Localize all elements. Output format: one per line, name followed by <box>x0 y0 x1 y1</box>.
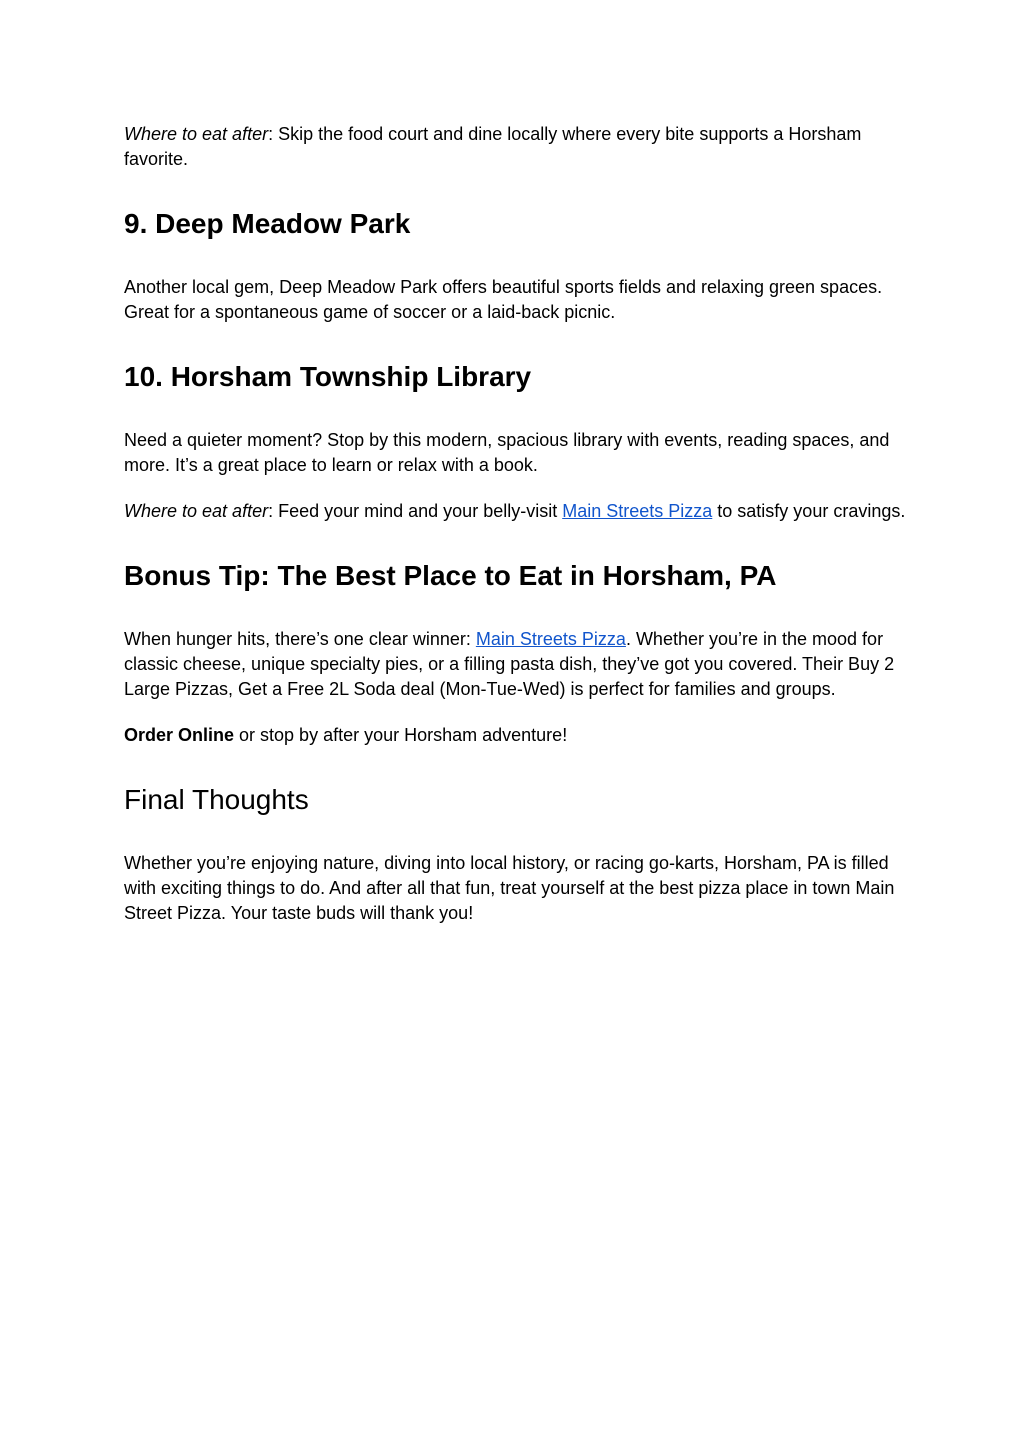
intro-eat-label: Where to eat after <box>124 124 269 144</box>
document-page <box>124 122 909 926</box>
order-rest-text: or stop by after your Horsham adventure! <box>234 725 568 745</box>
main-streets-pizza-link[interactable]: Main Streets Pizza <box>562 501 713 521</box>
library-paragraph: Need a quieter moment? Stop by this modern, spacious library with events, reading spaces, and more. It’s a great place to learn or relax with a book. <box>124 430 890 475</box>
intro-eat-text: : Skip the food court and dine locally where every bite supports a Horsham favorite. <box>124 124 862 169</box>
order-paragraph <box>124 723 909 748</box>
library-eat-paragraph <box>124 499 909 524</box>
bonus-paragraph <box>124 627 909 702</box>
heading-horsham-library: 10. Horsham Township Library <box>124 361 532 392</box>
intro-paragraph <box>124 122 909 172</box>
deep-meadow-paragraph: Another local gem, Deep Meadow Park offers beautiful sports fields and relaxing green spaces. Great for a spontaneous game of soccer or a laid-back picnic. <box>124 277 883 322</box>
bonus-text-end: . Whether you’re in the mood for classic cheese, unique specialty pies, or a filling pasta dish, they’ve got you covered. Their Buy 2 Large Pizzas, Get a Free 2L Soda deal (Mon-Tue-Wed) is perfect for families and groups. <box>124 629 895 699</box>
library-eat-text: : Feed your mind and your belly-visit <box>268 501 563 521</box>
library-eat-label: Where to eat after <box>124 501 269 521</box>
heading-deep-meadow-park: 9. Deep Meadow Park <box>124 208 411 239</box>
main-streets-pizza-link[interactable]: Main Streets Pizza <box>475 629 626 649</box>
library-eat-text-end: to satisfy your cravings. <box>712 501 906 521</box>
final-paragraph: Whether you’re enjoying nature, diving into local history, or racing go-karts, Horsham, PA is filled with exciting things to do. And after all that fun, treat yourself at the best pizza place in town Main Street Pizza. Your taste buds will thank you! <box>124 853 895 923</box>
heading-final-thoughts: Final Thoughts <box>124 784 309 815</box>
heading-bonus-tip: Bonus Tip: The Best Place to Eat in Horsham, PA <box>124 560 777 591</box>
order-online-text: Order Online <box>124 725 235 745</box>
bonus-text: When hunger hits, there’s one clear winner: <box>124 629 476 649</box>
